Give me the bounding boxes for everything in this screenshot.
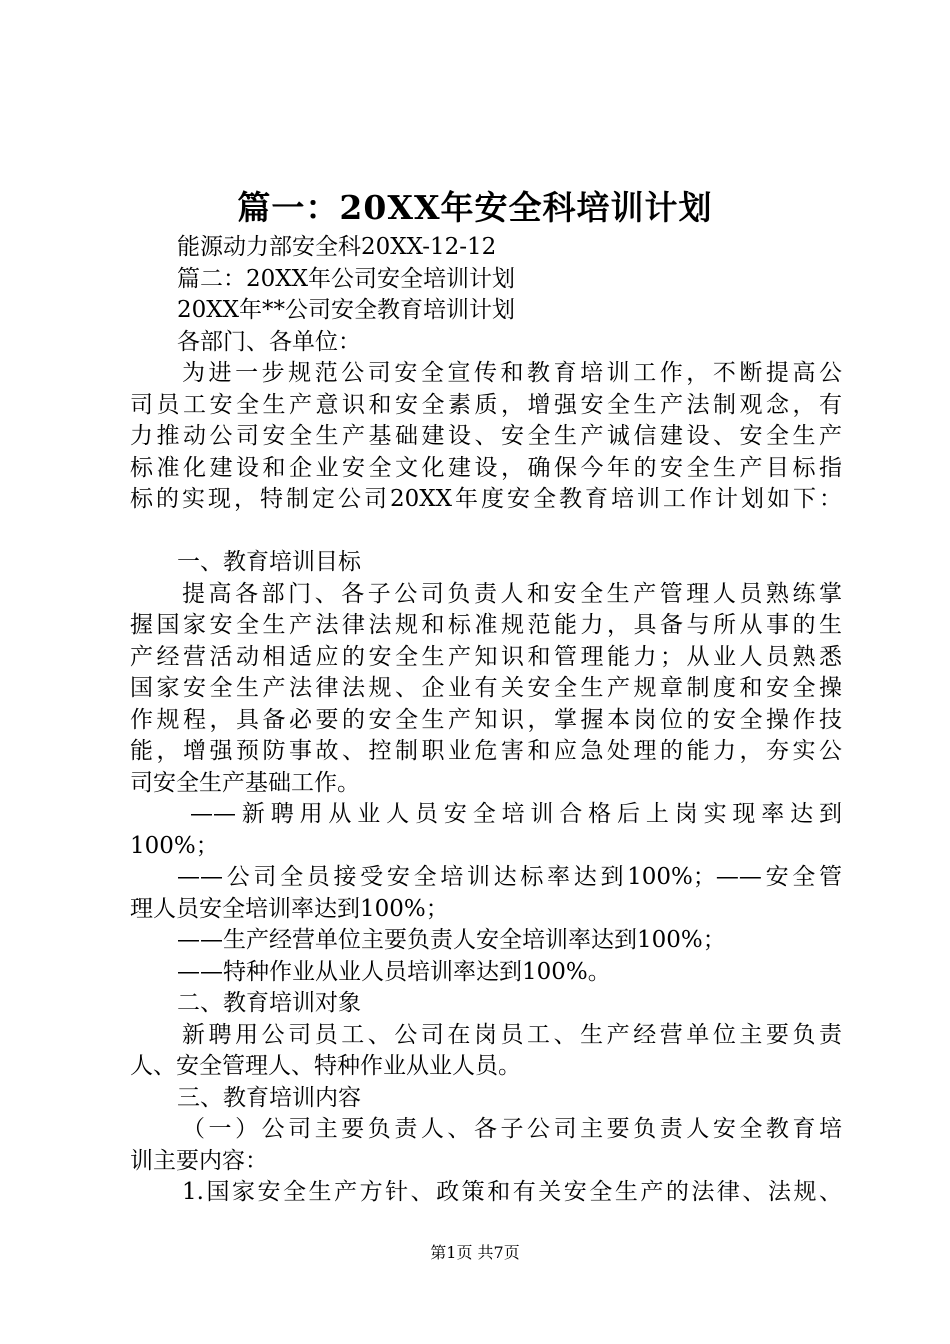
- target-item: ——特种作业从业人员培训率达到100%。: [177, 958, 611, 985]
- paragraph-line: 产经营活动相适应的安全生产知识和管理能力；从业人员熟悉: [130, 643, 842, 670]
- paragraph-line: 标的实现，特制定公司20XX年度安全教育培训工作计划如下：: [130, 486, 842, 512]
- paragraph-line: 新聘用公司员工、公司在岗员工、生产经营单位主要负责: [182, 1021, 842, 1048]
- paragraph-line: 能，增强预防事故、控制职业危害和应急处理的能力，夯实公: [130, 738, 842, 764]
- paragraph-line: 力推动公司安全生产基础建设、安全生产诚信建设、安全生产: [130, 423, 842, 449]
- target-item: ——新聘用从业人员安全培训合格后上岗实现率达到: [190, 801, 842, 827]
- document-title: 篇一：20XX年安全科培训计划: [237, 188, 713, 227]
- author-date-line: 能源动力部安全科20XX-12-12: [177, 234, 497, 260]
- paragraph-line: 人、安全管理人、特种作业从业人员。: [130, 1053, 521, 1079]
- target-item: 理人员安全培训率达到100%；: [130, 895, 449, 922]
- target-item: ——公司全员接受安全培训达标率达到100%；——安全管: [177, 864, 842, 890]
- section-heading: 篇二：20XX年公司安全培训计划: [177, 265, 516, 292]
- section-heading: 二、教育培训对象: [177, 990, 361, 1016]
- salutation: 各部门、各单位：: [177, 328, 361, 355]
- paragraph-gap: [130, 516, 842, 548]
- page-footer: 第1页 共7页: [430, 1243, 520, 1262]
- document-body: [130, 232, 842, 1209]
- plan-title: 20XX年**公司安全教育培训计划: [177, 297, 516, 323]
- target-item: 100%；: [130, 832, 219, 859]
- subsection-heading: （一）公司主要负责人、各子公司主要负责人安全教育培: [182, 1116, 842, 1142]
- target-item: ——生产经营单位主要负责人安全培训率达到100%；: [177, 927, 726, 953]
- list-item: 1.国家安全生产方针、政策和有关安全生产的法律、法规、: [182, 1179, 842, 1205]
- paragraph-line: 为进一步规范公司安全宣传和教育培训工作，不断提高公: [182, 360, 842, 386]
- paragraph-line: 国家安全生产法律法规、企业有关安全生产规章制度和安全操: [130, 675, 842, 701]
- section-heading: 一、教育培训目标: [177, 549, 361, 575]
- paragraph-line: 司安全生产基础工作。: [130, 769, 360, 796]
- section-heading: 三、教育培训内容: [177, 1084, 361, 1111]
- paragraph-line: 握国家安全生产法律法规和标准规范能力，具备与所从事的生: [130, 612, 842, 638]
- paragraph-line: 作规程，具备必要的安全生产知识，掌握本岗位的安全操作技: [130, 706, 842, 733]
- paragraph-line: 提高各部门、各子公司负责人和安全生产管理人员熟练掌: [182, 580, 842, 607]
- paragraph-line: 司员工安全生产意识和安全素质，增强安全生产法制观念，有: [130, 391, 842, 418]
- paragraph-line: 标准化建设和企业安全文化建设，确保今年的安全生产目标指: [130, 454, 842, 481]
- subsection-heading: 训主要内容：: [130, 1147, 268, 1174]
